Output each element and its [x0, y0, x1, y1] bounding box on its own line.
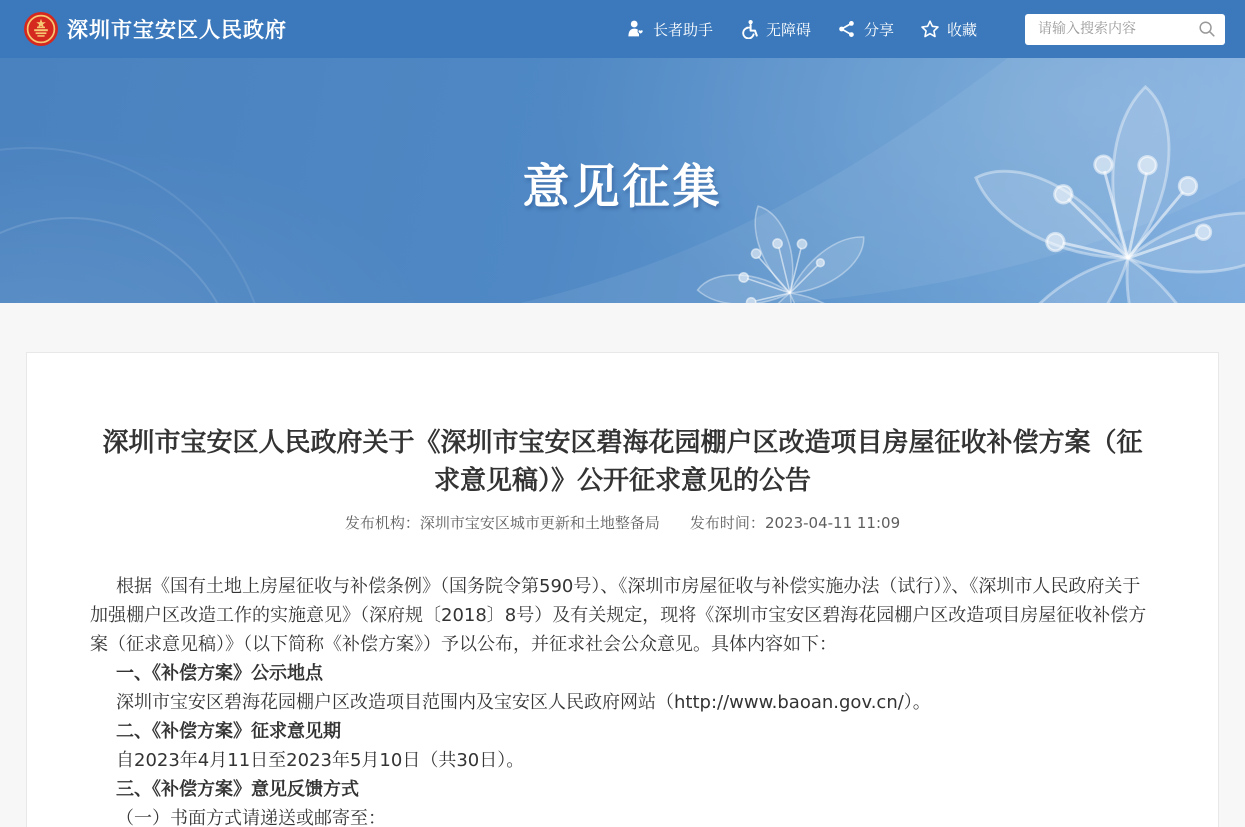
banner [0, 58, 1245, 303]
nav-elder-assistant[interactable] [626, 19, 713, 40]
top-nav [626, 14, 1225, 45]
banner-title: 意见征集 [522, 159, 723, 215]
publisher-label: 发布机构： [344, 514, 420, 532]
nav-label-share: 分享 [863, 20, 894, 39]
article-paragraph: （一）书面方式请递送或邮寄至： [116, 808, 386, 827]
site-brand-link[interactable] [24, 12, 287, 46]
nav-label-elder-assistant: 长者助手 [652, 20, 713, 39]
nav-label-accessibility: 无障碍 [765, 20, 811, 39]
publish-time-meta [690, 514, 900, 532]
article-section-heading: 一、《补偿方案》公示地点 [116, 663, 323, 684]
article-paragraph: 自2023年4月11日至2023年5月10日（共30日）。 [116, 750, 525, 771]
article-section-heading: 三、《补偿方案》意见反馈方式 [116, 779, 359, 800]
favorite-star-icon [920, 19, 940, 39]
article-title: 深圳市宝安区人民政府关于《深圳市宝安区碧海花园棚户区改造项目房屋征收补偿方案（征求意见稿）》公开征求意见的公告 [102, 428, 1143, 496]
article-card [26, 352, 1219, 827]
article-body [90, 572, 1155, 827]
nav-favorite[interactable] [920, 19, 977, 40]
share-icon [837, 19, 857, 39]
site-name: 深圳市宝安区人民政府 [67, 18, 287, 42]
article-paragraph: 深圳市宝安区碧海花园棚户区改造项目范围内及宝安区人民政府网站（http://www.baoan.gov.cn/）。 [116, 692, 931, 713]
nav-accessibility[interactable] [739, 19, 811, 40]
article-paragraph: 根据《国有土地上房屋征收与补偿条例》（国务院令第590号）、《深圳市房屋征收与补偿实施办法（试行）》、《深圳市人民政府关于加强棚户区改造工作的实施意见》（深府规〔2018〕8号）及有关规定，现将《深圳市宝安区碧海花园棚户区改造项目房屋征收补偿方案（征求意见稿）》（以下简称《补偿方案》）予以公布，并征求社会公众意见。具体内容如下： [90, 576, 1147, 655]
site-header [0, 0, 1245, 58]
search-icon[interactable] [1198, 20, 1216, 38]
page-body [0, 303, 1245, 827]
publisher-value: 深圳市宝安区城市更新和土地整备局 [419, 514, 660, 532]
publish-time-label: 发布时间： [689, 514, 765, 532]
article-meta [90, 513, 1155, 534]
nav-share[interactable] [837, 19, 894, 40]
article-section-heading: 二、《补偿方案》征求意见期 [116, 721, 341, 742]
elder-assistant-icon [626, 19, 646, 39]
nav-label-favorite: 收藏 [946, 20, 977, 39]
publish-time-value: 2023-04-11 11:09 [764, 514, 901, 532]
publisher-meta [345, 514, 660, 532]
search-input[interactable] [1036, 20, 1198, 38]
site-search [1025, 14, 1225, 45]
accessibility-icon [739, 19, 759, 39]
national-emblem-logo [24, 12, 58, 46]
